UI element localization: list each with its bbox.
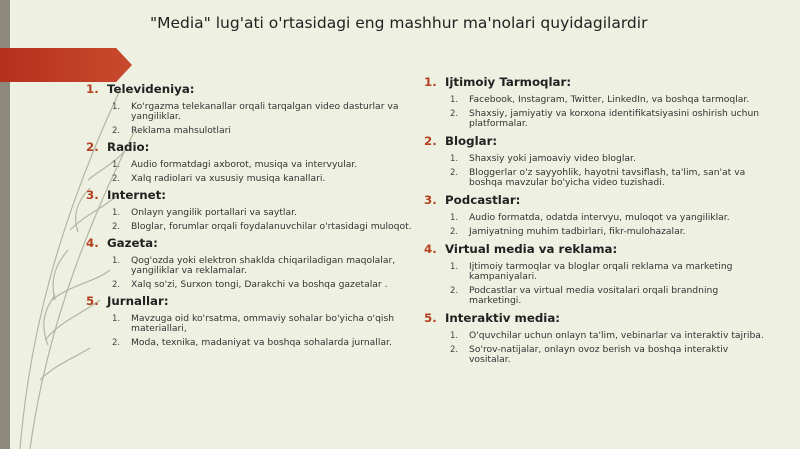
section-number: 1. xyxy=(424,75,437,89)
list-item xyxy=(450,345,764,365)
item-text: Reklama mahsulotlari xyxy=(131,125,231,136)
section-televideniya xyxy=(86,82,416,136)
list-item xyxy=(450,168,764,188)
section-podcastlar xyxy=(424,193,764,237)
section-number: 4. xyxy=(86,236,99,250)
section-title: Interaktiv media: xyxy=(445,311,560,325)
item-number: 1. xyxy=(112,208,121,218)
item-number: 1. xyxy=(450,331,459,341)
item-number: 1. xyxy=(450,154,459,164)
section-number: 3. xyxy=(424,193,437,207)
left-column xyxy=(86,82,416,352)
list-item xyxy=(112,256,416,276)
section-title: Jurnallar: xyxy=(107,294,169,308)
list-item xyxy=(112,174,416,184)
section-interaktiv-media xyxy=(424,311,764,365)
section-heading xyxy=(424,75,764,92)
item-number: 2. xyxy=(450,227,459,237)
section-number: 1. xyxy=(86,82,99,96)
list-item xyxy=(450,227,764,237)
item-text: So'rov-natijalar, onlayn ovoz berish va boshqa interaktiv vositalar. xyxy=(469,344,729,365)
list-item xyxy=(112,102,416,122)
section-title: Bloglar: xyxy=(445,134,498,148)
section-heading xyxy=(86,140,416,157)
item-number: 1. xyxy=(450,262,459,272)
section-heading xyxy=(86,294,416,311)
section-number: 5. xyxy=(424,311,437,325)
list-item xyxy=(112,222,416,232)
title-accent-bar xyxy=(0,48,132,82)
item-number: 1. xyxy=(112,314,121,324)
item-text: Mavzuga oid ko'rsatma, ommaviy sohalar bo'yicha o'qish materiallari, xyxy=(131,313,395,334)
list-item xyxy=(112,314,416,334)
list-item xyxy=(450,286,764,306)
item-number: 1. xyxy=(112,102,121,112)
item-number: 2. xyxy=(112,222,121,232)
item-number: 2. xyxy=(450,286,459,296)
section-heading xyxy=(86,188,416,205)
list-item xyxy=(112,126,416,136)
item-text: Podcastlar va virtual media vositalari orqali brandning marketingi. xyxy=(469,285,719,306)
section-title: Televideniya: xyxy=(107,82,195,96)
item-text: Jamiyatning muhim tadbirlari, fikr-mulohazalar. xyxy=(469,226,686,237)
section-jurnallar xyxy=(86,294,416,348)
section-title: Ijtimoiy Tarmoqlar: xyxy=(445,75,572,89)
item-number: 1. xyxy=(112,256,121,266)
item-text: Shaxsiy yoki jamoaviy video bloglar. xyxy=(469,153,636,164)
slide-title: "Media" lug'ati o'rtasidagi eng mashhur ma'nolari quyidagilardir xyxy=(150,14,648,32)
item-text: Ijtimoiy tarmoqlar va bloglar orqali reklama va marketing kampaniyalari. xyxy=(469,261,733,282)
item-number: 2. xyxy=(450,109,459,119)
section-number: 2. xyxy=(86,140,99,154)
section-title: Virtual media va reklama: xyxy=(445,242,618,256)
item-number: 2. xyxy=(450,168,459,178)
section-title: Internet: xyxy=(107,188,167,202)
section-heading xyxy=(86,82,416,99)
item-text: Shaxsiy, jamiyatiy va korxona identifikatsiyasini oshirish uchun platformalar. xyxy=(469,108,760,129)
item-text: Xalq so'zi, Surxon tongi, Darakchi va boshqa gazetalar . xyxy=(131,279,388,290)
section-radio xyxy=(86,140,416,184)
item-text: Bloggerlar o'z sayyohlik, hayotni tavsiflash, ta'lim, san'at va boshqa mavzular bo'yicha video tuzishadi. xyxy=(469,167,746,188)
item-number: 1. xyxy=(112,160,121,170)
right-column xyxy=(424,75,764,369)
item-number: 2. xyxy=(450,345,459,355)
item-text: O'quvchilar uchun onlayn ta'lim, vebinarlar va interaktiv tajriba. xyxy=(469,330,764,341)
list-item xyxy=(112,208,416,218)
section-title: Radio: xyxy=(107,140,150,154)
list-item xyxy=(450,331,764,341)
item-text: Audio formatdagi axborot, musiqa va intervyular. xyxy=(131,159,358,170)
section-heading xyxy=(424,134,764,151)
item-text: Bloglar, forumlar orqali foydalanuvchilar o'rtasidagi muloqot. xyxy=(131,221,412,232)
list-item xyxy=(450,213,764,223)
list-item xyxy=(450,154,764,164)
item-text: Qog'ozda yoki elektron shaklda chiqariladigan maqolalar, yangiliklar va reklamalar. xyxy=(131,255,396,276)
section-number: 5. xyxy=(86,294,99,308)
item-number: 1. xyxy=(450,213,459,223)
section-title: Podcastlar: xyxy=(445,193,521,207)
item-text: Ko'rgazma telekanallar orqali tarqalgan video dasturlar va yangiliklar. xyxy=(131,101,399,122)
section-ijtimoiy-tarmoqlar xyxy=(424,75,764,129)
list-item xyxy=(450,109,764,129)
list-item xyxy=(112,338,416,348)
section-heading xyxy=(86,236,416,253)
list-item xyxy=(112,280,416,290)
section-number: 2. xyxy=(424,134,437,148)
section-bloglar xyxy=(424,134,764,188)
section-heading xyxy=(424,311,764,328)
item-number: 2. xyxy=(112,126,121,136)
item-text: Facebook, Instagram, Twitter, LinkedIn, va boshqa tarmoqlar. xyxy=(469,94,750,105)
section-virtual-media xyxy=(424,242,764,306)
section-number: 3. xyxy=(86,188,99,202)
list-item xyxy=(450,262,764,282)
section-title: Gazeta: xyxy=(107,236,158,250)
section-heading xyxy=(424,242,764,259)
list-item xyxy=(450,95,764,105)
item-number: 2. xyxy=(112,338,121,348)
section-number: 4. xyxy=(424,242,437,256)
item-text: Audio formatda, odatda intervyu, muloqot va yangiliklar. xyxy=(469,212,730,223)
item-text: Xalq radiolari va xususiy musiqa kanallari. xyxy=(131,173,326,184)
item-number: 1. xyxy=(450,95,459,105)
item-text: Moda, texnika, madaniyat va boshqa sohalarda jurnallar. xyxy=(131,337,392,348)
item-number: 2. xyxy=(112,174,121,184)
item-text: Onlayn yangilik portallari va saytlar. xyxy=(131,207,297,218)
section-gazeta xyxy=(86,236,416,290)
list-item xyxy=(112,160,416,170)
item-number: 2. xyxy=(112,280,121,290)
section-heading xyxy=(424,193,764,210)
section-internet xyxy=(86,188,416,232)
